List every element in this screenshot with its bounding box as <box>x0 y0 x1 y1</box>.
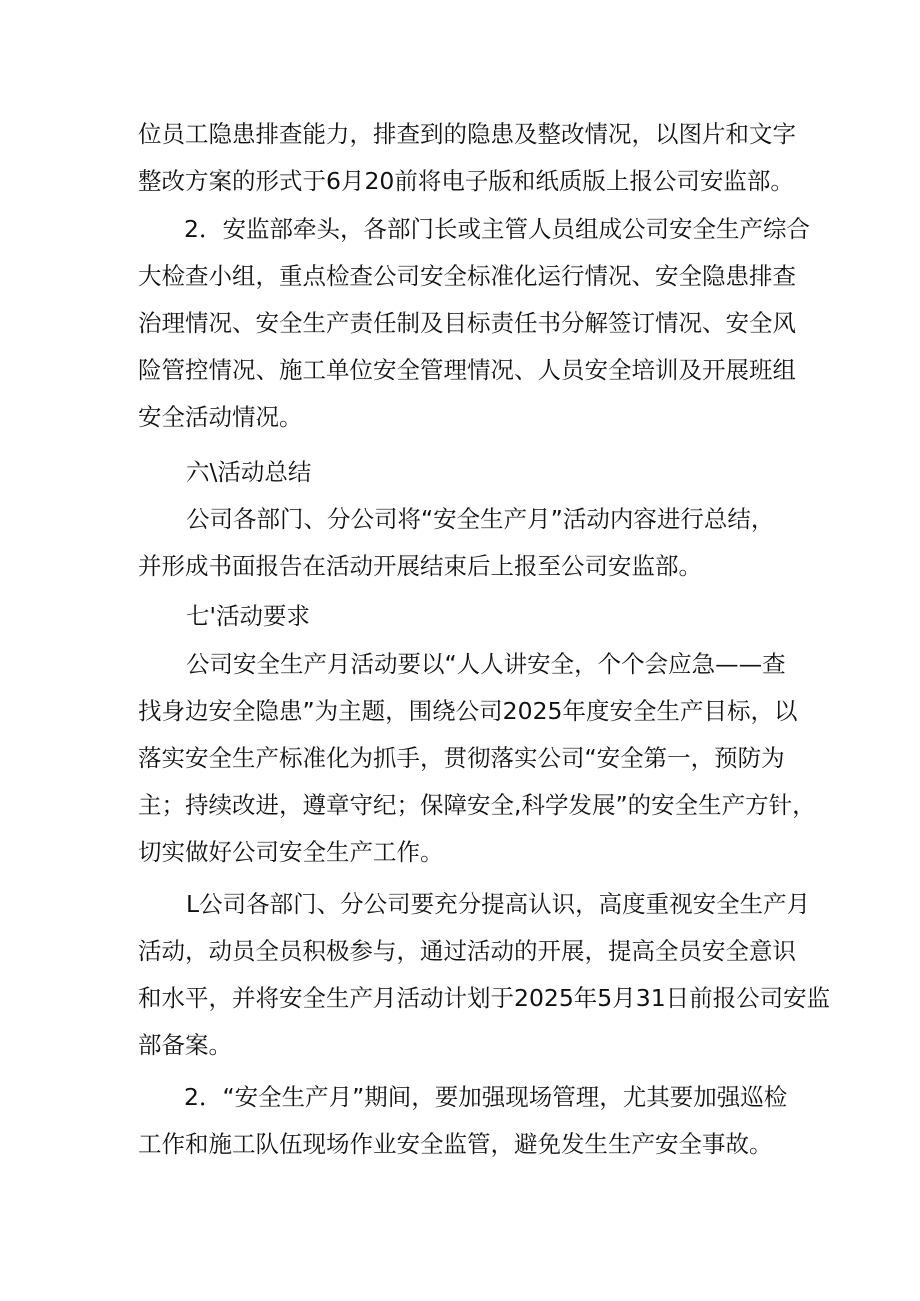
paragraph-line: 找身边安全隐患”为主题，围绕公司2025年度安全生产目标，以 <box>138 697 798 725</box>
paragraph-line: 公司安全生产月活动要以“人人讲安全，个个会应急——查 <box>186 650 786 678</box>
paragraph-line: 整改方案的形式于6月20前将电子版和纸质版上报公司安监部。 <box>138 167 794 195</box>
paragraph-line: 险管控情况、施工单位安全管理情况、人员安全培训及开展班组 <box>138 356 796 384</box>
paragraph-line: 2．安监部牵头，各部门长或主管人员组成公司安全生产综合 <box>184 215 810 243</box>
section-heading: 六\活动总结 <box>186 458 312 486</box>
paragraph-line: 2．“安全生产月”期间，要加强现场管理，尤其要加强巡检 <box>184 1083 788 1111</box>
paragraph-line: 工作和施工队伍现场作业安全监管，避免发生生产安全事故。 <box>138 1130 773 1158</box>
paragraph-line: 治理情况、安全生产责任制及目标责任书分解签订情况、安全风 <box>138 309 796 337</box>
paragraph-line: 并形成书面报告在活动开展结束后上报至公司安监部。 <box>138 552 702 580</box>
paragraph-line: 活动，动员全员积极参与，通过活动的开展，提高全员安全意识 <box>138 937 796 965</box>
paragraph-line: 部备案。 <box>138 1031 232 1059</box>
paragraph-line: 大检查小组，重点检查公司安全标准化运行情况、安全隐患排查 <box>138 262 796 290</box>
paragraph-line: 位员工隐患排查能力，排查到的隐患及整改情况，以图片和文字 <box>138 120 796 148</box>
paragraph-line: 主；持续改进，遵章守纪；保障安全,科学发展”的安全生产方针， <box>138 791 816 819</box>
paragraph-line: 安全活动情况。 <box>138 403 303 431</box>
paragraph-line: 落实安全生产标准化为抓手，贯彻落实公司“安全第一，预防为 <box>138 744 785 772</box>
paragraph-line: 切实做好公司安全生产工作。 <box>138 838 444 866</box>
paragraph-line: 和水平，并将安全生产月活动计划于2025年5月31日前报公司安监 <box>138 984 831 1012</box>
section-heading: 七'活动要求 <box>186 602 310 630</box>
paragraph-line: 公司各部门、分公司将“安全生产月”活动内容进行总结， <box>186 505 775 533</box>
paragraph-line: L公司各部门、分公司要充分提高认识，高度重视安全生产月 <box>186 890 811 918</box>
